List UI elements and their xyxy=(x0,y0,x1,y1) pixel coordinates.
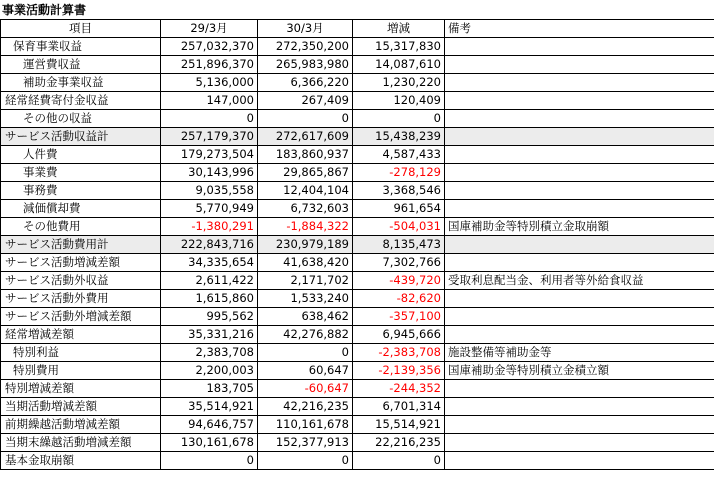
row-note: 受取利息配当金、利用者等外給食収益 xyxy=(445,272,714,290)
header-col-1: 29/3月 xyxy=(161,20,258,38)
value-diff: -357,100 xyxy=(353,308,445,326)
table-row xyxy=(1,236,714,254)
table-row xyxy=(1,434,714,452)
value-29-3: 257,032,370 xyxy=(161,38,258,56)
value-30-3: -60,647 xyxy=(258,380,353,398)
row-note xyxy=(445,56,714,74)
row-label: 当期末繰越活動増減差額 xyxy=(1,434,161,452)
row-label: 経常増減差額 xyxy=(1,326,161,344)
value-diff: 4,587,433 xyxy=(353,146,445,164)
value-diff: -504,031 xyxy=(353,218,445,236)
value-30-3: 0 xyxy=(258,344,353,362)
value-29-3: 35,514,921 xyxy=(161,398,258,416)
row-note xyxy=(445,128,714,146)
row-note xyxy=(445,38,714,56)
value-29-3: 9,035,558 xyxy=(161,182,258,200)
value-diff: 7,302,766 xyxy=(353,254,445,272)
value-30-3: 2,171,702 xyxy=(258,272,353,290)
table-row xyxy=(1,128,714,146)
value-29-3: 1,615,860 xyxy=(161,290,258,308)
row-note xyxy=(445,434,714,452)
value-30-3: 110,161,678 xyxy=(258,416,353,434)
value-29-3: 251,896,370 xyxy=(161,56,258,74)
row-label: 当期活動増減差額 xyxy=(1,398,161,416)
value-30-3: 42,216,235 xyxy=(258,398,353,416)
value-30-3: 6,366,220 xyxy=(258,74,353,92)
table-row xyxy=(1,146,714,164)
table-row xyxy=(1,164,714,182)
value-diff: 8,135,473 xyxy=(353,236,445,254)
value-30-3: 42,276,882 xyxy=(258,326,353,344)
value-30-3: 272,350,200 xyxy=(258,38,353,56)
table-row xyxy=(1,182,714,200)
value-29-3: 30,143,996 xyxy=(161,164,258,182)
value-diff: 1,230,220 xyxy=(353,74,445,92)
value-29-3: 130,161,678 xyxy=(161,434,258,452)
table-row xyxy=(1,218,714,236)
row-label: 特別増減差額 xyxy=(1,380,161,398)
value-diff: 6,701,314 xyxy=(353,398,445,416)
table-row xyxy=(1,200,714,218)
value-diff: 6,945,666 xyxy=(353,326,445,344)
value-30-3: 6,732,603 xyxy=(258,200,353,218)
value-30-3: 230,979,189 xyxy=(258,236,353,254)
value-diff: 15,514,921 xyxy=(353,416,445,434)
row-label: 事務費 xyxy=(1,182,161,200)
row-label: 事業費 xyxy=(1,164,161,182)
header-note: 備考 xyxy=(445,20,714,38)
table-row xyxy=(1,110,714,128)
row-label: サービス活動増減差額 xyxy=(1,254,161,272)
value-29-3: 2,200,003 xyxy=(161,362,258,380)
row-note xyxy=(445,182,714,200)
value-diff: 15,317,830 xyxy=(353,38,445,56)
value-29-3: 5,770,949 xyxy=(161,200,258,218)
value-diff: 22,216,235 xyxy=(353,434,445,452)
value-diff: 15,438,239 xyxy=(353,128,445,146)
value-30-3: 12,404,104 xyxy=(258,182,353,200)
header-item: 項目 xyxy=(1,20,161,38)
value-29-3: 179,273,504 xyxy=(161,146,258,164)
row-note xyxy=(445,110,714,128)
row-label: 保育事業収益 xyxy=(1,38,161,56)
row-label: 運営費収益 xyxy=(1,56,161,74)
row-label: 基本金取崩額 xyxy=(1,452,161,470)
table-row xyxy=(1,56,714,74)
value-diff: 14,087,610 xyxy=(353,56,445,74)
row-note xyxy=(445,74,714,92)
value-29-3: 183,705 xyxy=(161,380,258,398)
value-30-3: 0 xyxy=(258,110,353,128)
table-row xyxy=(1,452,714,470)
row-note xyxy=(445,416,714,434)
value-diff: -2,383,708 xyxy=(353,344,445,362)
row-label: 経常経費寄付金収益 xyxy=(1,92,161,110)
value-29-3: 0 xyxy=(161,452,258,470)
value-diff: -278,129 xyxy=(353,164,445,182)
value-30-3: 1,533,240 xyxy=(258,290,353,308)
table-row xyxy=(1,92,714,110)
row-note xyxy=(445,380,714,398)
row-note xyxy=(445,146,714,164)
table-row xyxy=(1,254,714,272)
row-note xyxy=(445,308,714,326)
value-diff: 0 xyxy=(353,452,445,470)
table-row xyxy=(1,416,714,434)
table-row xyxy=(1,272,714,290)
row-label: 特別利益 xyxy=(1,344,161,362)
value-29-3: 0 xyxy=(161,110,258,128)
header-diff: 増減 xyxy=(353,20,445,38)
row-note xyxy=(445,200,714,218)
value-30-3: 265,983,980 xyxy=(258,56,353,74)
value-30-3: 638,462 xyxy=(258,308,353,326)
activity-statement-table xyxy=(0,19,714,470)
value-29-3: 35,331,216 xyxy=(161,326,258,344)
value-30-3: 0 xyxy=(258,452,353,470)
value-30-3: 272,617,609 xyxy=(258,128,353,146)
value-29-3: -1,380,291 xyxy=(161,218,258,236)
row-label: サービス活動費用計 xyxy=(1,236,161,254)
value-30-3: 267,409 xyxy=(258,92,353,110)
row-label: サービス活動収益計 xyxy=(1,128,161,146)
row-note xyxy=(445,290,714,308)
value-diff: -82,620 xyxy=(353,290,445,308)
row-label: サービス活動外費用 xyxy=(1,290,161,308)
value-29-3: 257,179,370 xyxy=(161,128,258,146)
row-note xyxy=(445,236,714,254)
document-title: 事業活動計算書 xyxy=(2,3,87,17)
header-row xyxy=(1,20,714,38)
value-30-3: -1,884,322 xyxy=(258,218,353,236)
row-label: その他費用 xyxy=(1,218,161,236)
row-label: 前期繰越活動増減差額 xyxy=(1,416,161,434)
table-row xyxy=(1,326,714,344)
row-note xyxy=(445,164,714,182)
table-row xyxy=(1,380,714,398)
value-diff: 3,368,546 xyxy=(353,182,445,200)
value-diff: -2,139,356 xyxy=(353,362,445,380)
row-label: 特別費用 xyxy=(1,362,161,380)
value-diff: 0 xyxy=(353,110,445,128)
value-30-3: 152,377,913 xyxy=(258,434,353,452)
value-29-3: 2,611,422 xyxy=(161,272,258,290)
value-29-3: 147,000 xyxy=(161,92,258,110)
row-note xyxy=(445,398,714,416)
row-label: 人件費 xyxy=(1,146,161,164)
value-30-3: 41,638,420 xyxy=(258,254,353,272)
value-30-3: 183,860,937 xyxy=(258,146,353,164)
value-diff: -439,720 xyxy=(353,272,445,290)
row-label: その他の収益 xyxy=(1,110,161,128)
table-row xyxy=(1,398,714,416)
table-row xyxy=(1,290,714,308)
value-diff: -244,352 xyxy=(353,380,445,398)
row-note: 国庫補助金等特別積立金積立額 xyxy=(445,362,714,380)
table-row xyxy=(1,38,714,56)
row-note xyxy=(445,254,714,272)
value-30-3: 29,865,867 xyxy=(258,164,353,182)
value-29-3: 995,562 xyxy=(161,308,258,326)
value-29-3: 2,383,708 xyxy=(161,344,258,362)
row-label: サービス活動外増減差額 xyxy=(1,308,161,326)
row-label: 減価償却費 xyxy=(1,200,161,218)
value-diff: 120,409 xyxy=(353,92,445,110)
row-note xyxy=(445,326,714,344)
table-row xyxy=(1,308,714,326)
header-col-2: 30/3月 xyxy=(258,20,353,38)
row-note xyxy=(445,452,714,470)
table-row xyxy=(1,74,714,92)
value-29-3: 34,335,654 xyxy=(161,254,258,272)
value-30-3: 60,647 xyxy=(258,362,353,380)
row-note xyxy=(445,92,714,110)
row-note: 施設整備等補助金等 xyxy=(445,344,714,362)
row-label: サービス活動外収益 xyxy=(1,272,161,290)
value-29-3: 222,843,716 xyxy=(161,236,258,254)
row-label: 補助金事業収益 xyxy=(1,74,161,92)
value-29-3: 94,646,757 xyxy=(161,416,258,434)
table-row xyxy=(1,344,714,362)
value-diff: 961,654 xyxy=(353,200,445,218)
value-29-3: 5,136,000 xyxy=(161,74,258,92)
row-note: 国庫補助金等特別積立金取崩額 xyxy=(445,218,714,236)
table-body xyxy=(1,38,714,470)
table-row xyxy=(1,362,714,380)
